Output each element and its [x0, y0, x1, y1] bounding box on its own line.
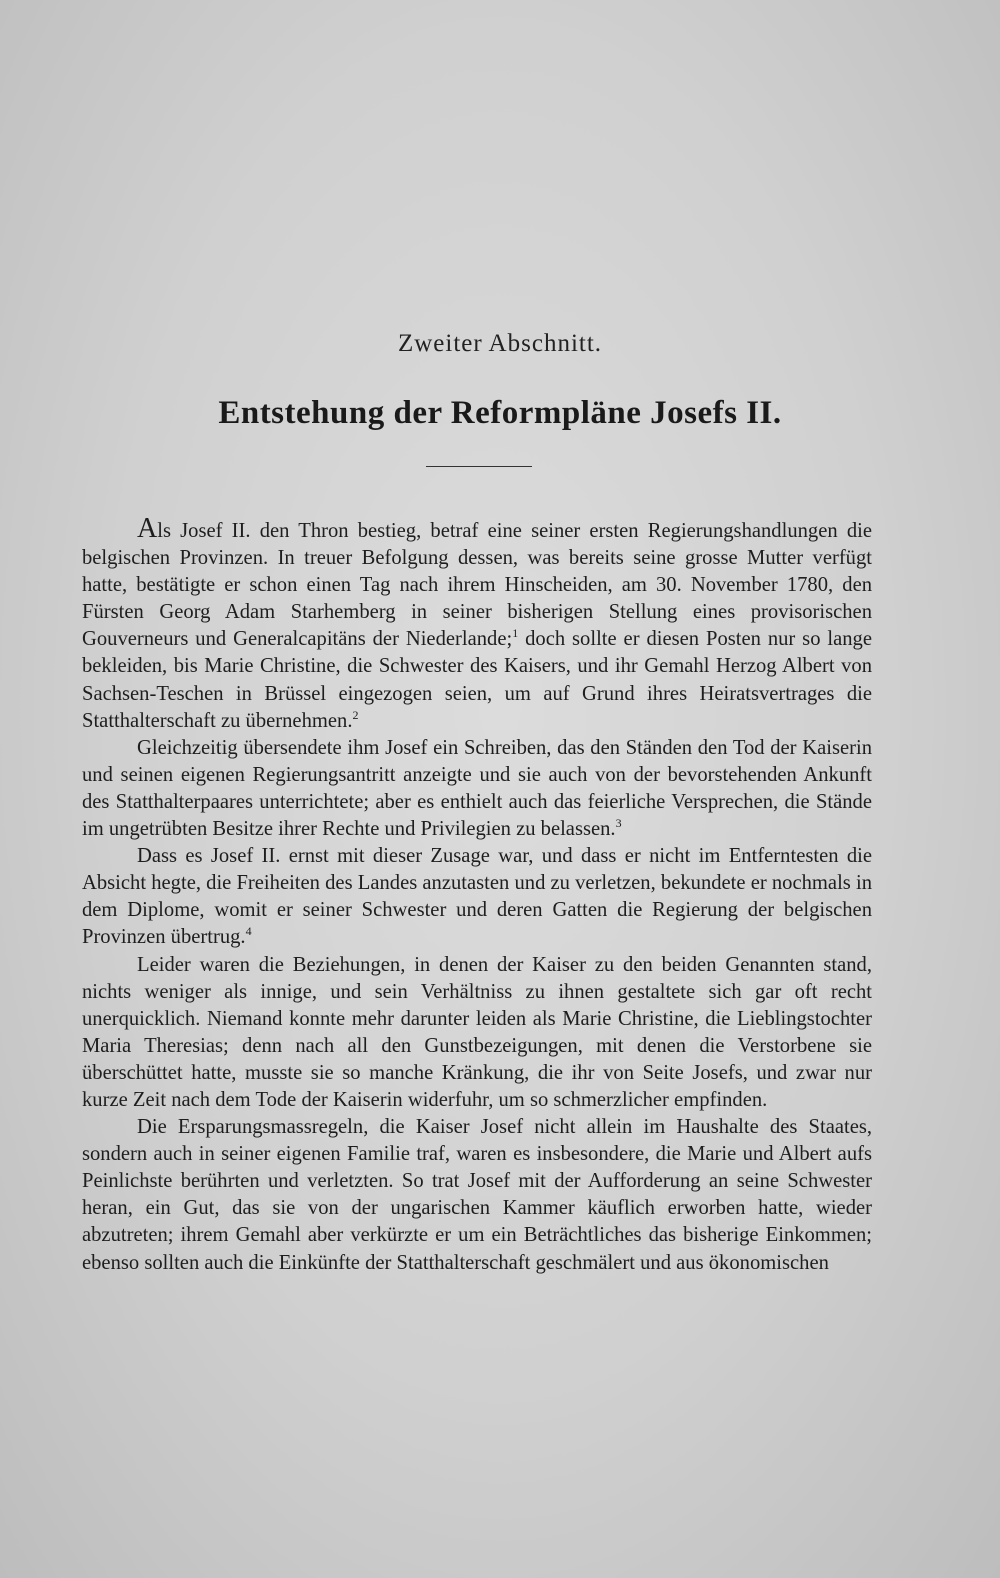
chapter-title: Entstehung der Reformpläne Josefs II. [218, 395, 782, 431]
title-divider [426, 466, 532, 467]
paragraph [82, 843, 872, 951]
paragraph-text: Dass es Josef II. ernst mit dieser Zusage war, und dass er nicht im Entferntesten die Absicht hegte, die Freiheiten des Landes anzutasten und zu verletzen, bekundete er nochmals in dem Diplome, womit er seiner Schwester und deren Gatten die Regierung der belgischen Provinzen übertrug. [82, 845, 872, 949]
paragraph [82, 952, 872, 1115]
section-heading: Zweiter Abschnitt. [397, 330, 603, 357]
drop-capital: A [137, 513, 158, 544]
paragraph-text: Die Ersparungsmassregeln, die Kaiser Josef nicht allein im Haushalte des Staates, sondern auch in seiner eigenen Familie traf, waren es insbesondere, die Marie und Albert aufs Peinlichste berührten und verletzten. So trat Josef mit der Aufforderung an seine Schwester heran, ein Gut, das sie von der ungarischen Kammer käuflich erworben hatte, wieder abzutreten; ihrem Gemahl aber verkürzte er um ein Beträchtliches das bisherige Einkommen; ebenso sollten auch die Einkünfte der Statthalterschaft geschmälert und aus ökonomischen [82, 1116, 872, 1274]
footnote-marker: 4 [245, 924, 252, 939]
footnote-marker: 3 [615, 816, 622, 831]
paragraph-text: Leider waren die Beziehungen, in denen der Kaiser zu den beiden Genannten stand, nichts weniger als innige, und sein Verhältniss zu ihnen gestaltete sich gar oft recht unerquicklich. Niemand konnte mehr darunter leiden als Marie Christine, die Lieblingstochter Maria Theresias; denn nach all den Gunstbezeigungen, mit denen die Verstorbene sie überschüttet hatte, musste sie so manche Kränkung, die ihr von Seite Josefs, und zwar nur kurze Zeit nach dem Tode der Kaiserin widerfuhr, um so schmerzlicher empfinden. [82, 953, 872, 1111]
paragraph [82, 1114, 872, 1277]
paragraph [82, 515, 872, 735]
paragraph-text: ls Josef II. den Thron bestieg, betraf eine seiner ersten Regierungshandlungen die belgischen Provinzen. In treuer Befolgung dessen, was bereits seine grosse Mutter verfügt hatte, bestätigte er schon einen Tag nach ihrem Hinscheiden, am 30. November 1780, den Fürsten Georg Adam Starhemberg in seiner bisherigen Stellung eines provisorischen Gouverneurs und Generalcapitäns der Niederlande; [82, 520, 872, 651]
footnote-marker: 2 [352, 707, 359, 722]
paragraph [82, 735, 872, 843]
paragraph-text: doch sollte er diesen Posten nur so lange bekleiden, bis Marie Christine, die Schwester des Kaisers, und ihr Gemahl Herzog Albert von Sachsen-Teschen in Brüssel eingezogen seien, um auf Grund ihres Heiratsvertrages die Statthalterschaft zu übernehmen. [82, 628, 872, 732]
paragraph-text: Gleichzeitig übersendete ihm Josef ein Schreiben, das den Ständen den Tod der Kaiserin und seinen eigenen Regierungsantritt anzeigte und sie auch von der bevorstehenden Ankunft des Statthalterpaares unterrichtete; aber es enthielt auch das feierliche Versprechen, die Stände im ungetrübten Besitze ihrer Rechte und Privilegien zu belassen. [82, 736, 872, 841]
footnote-marker: 1 [512, 626, 519, 641]
body-text [82, 515, 872, 1277]
